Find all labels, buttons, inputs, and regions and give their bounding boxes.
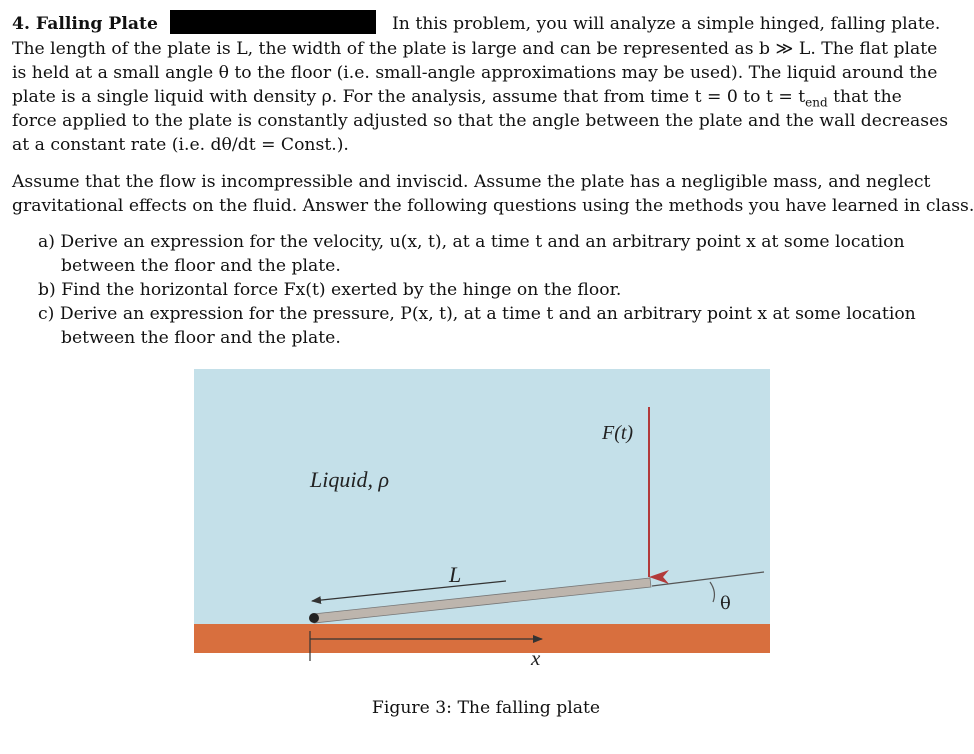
redaction-bar [170,10,376,34]
figure-caption: Figure 3: The falling plate [371,698,601,718]
assumption-line-2: gravitational effects on the fluid. Answer the following questions using the methods you have learned in class. [12,196,974,216]
length-label: L [449,562,462,587]
question-c [38,302,916,326]
question-c-cont: between the floor and the plate. [61,328,341,348]
problem-heading-line [12,12,158,36]
problem-line-4-tail: that the [827,87,902,107]
problem-heading: 4. Falling Plate [12,14,158,34]
question-b-label: b) [38,280,56,300]
t-end-subscript: end [805,95,828,110]
liquid-region [194,369,770,624]
question-c-text: Derive an expression for the pressure, P(x, t), at a time t and an arbitrary point x at some location [59,304,916,324]
question-b [38,278,621,302]
question-b-text: Find the horizontal force Fx(t) exerted by the hinge on the floor. [61,280,622,300]
x-axis-label: x [531,646,541,670]
force-label: F(t) [602,422,634,444]
problem-line-1: In this problem, you will analyze a simple hinged, falling plate. [392,14,941,34]
falling-plate-figure [194,369,770,670]
problem-line-5: force applied to the plate is constantly adjusted so that the angle between the plate and the wall decreases [12,111,949,131]
angle-label: θ [720,593,731,614]
problem-line-3: is held at a small angle θ to the floor (i.e. small-angle approximations may be used). The liquid around the [12,63,938,83]
problem-line-6: at a constant rate (i.e. dθ/dt = Const.). [12,135,349,155]
question-a-label: a) [38,232,55,252]
question-a-cont: between the floor and the plate. [61,256,341,276]
problem-line-2: The length of the plate is L, the width of the plate is large and can be represented as b ≫ L. The flat plate [12,39,938,59]
question-a-text: Derive an expression for the velocity, u(x, t), at a time t and an arbitrary point x at some location [60,232,905,252]
assumption-line-1: Assume that the flow is incompressible and inviscid. Assume the plate has a negligible mass, and neglect [12,172,931,192]
liquid-label: Liquid, ρ [310,467,390,492]
hinge [309,613,319,623]
problem-line-4-text: plate is a single liquid with density ρ. For the analysis, assume that from time t = 0 to t = t [12,87,806,107]
question-a [38,230,905,254]
question-c-label: c) [38,304,55,324]
